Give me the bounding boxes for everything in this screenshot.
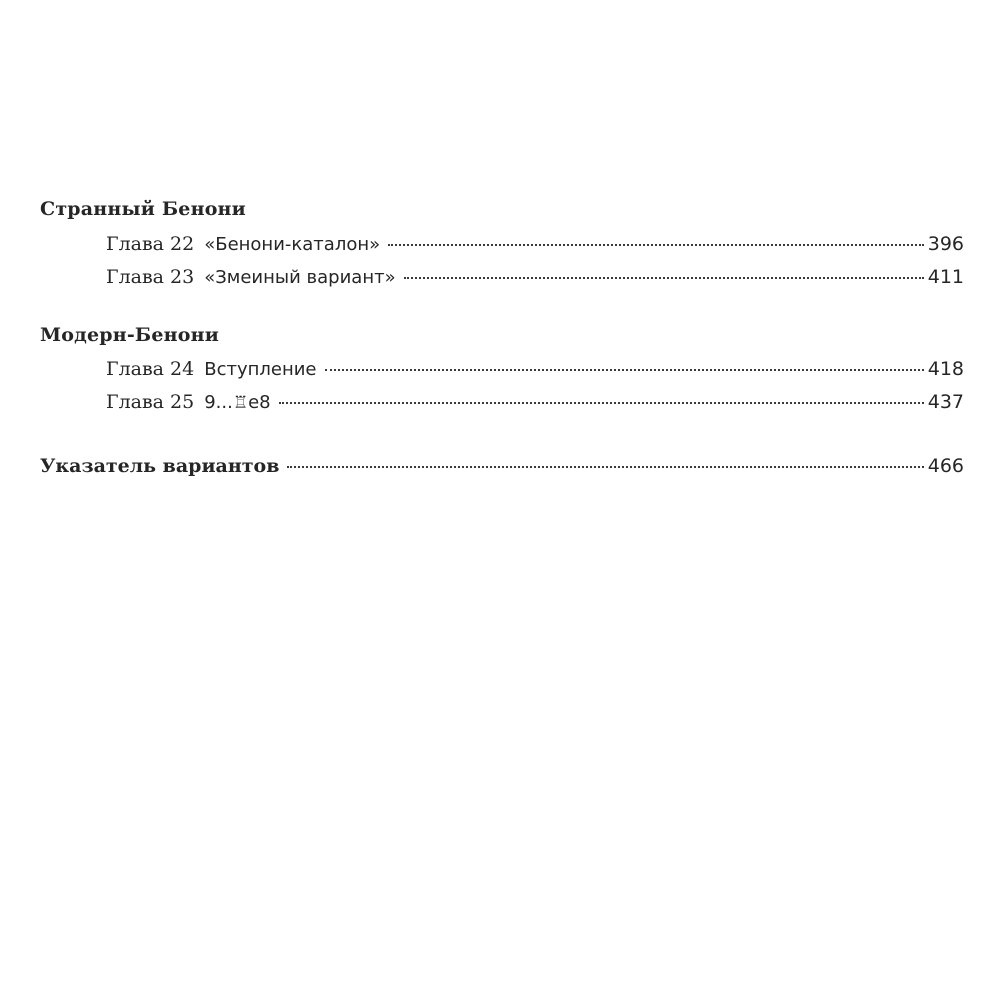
toc-entry-chapter-22[interactable] — [106, 233, 964, 255]
dot-leader — [325, 369, 924, 371]
move-square: e8 — [248, 392, 271, 413]
chapter-label: Глава 23 — [106, 266, 195, 288]
page-number: 396 — [927, 233, 964, 255]
page-number: 437 — [927, 391, 964, 413]
toc-entry-chapter-24[interactable] — [106, 358, 964, 380]
chapter-label: Глава 22 — [106, 233, 195, 255]
page-number: 466 — [927, 455, 964, 477]
chapter-title — [204, 392, 270, 413]
chapter-label: Глава 25 — [106, 391, 195, 413]
chapter-title: «Бенони-каталон» — [204, 234, 381, 255]
page-number: 418 — [927, 358, 964, 380]
toc-entry-index-of-variations[interactable] — [40, 455, 964, 477]
toc-entry-chapter-23[interactable] — [106, 266, 964, 288]
page-number: 411 — [927, 266, 964, 288]
dot-leader — [404, 277, 924, 279]
section-title-strange-benoni: Странный Бенони — [40, 198, 246, 220]
dot-leader — [287, 466, 923, 468]
chapter-label: Глава 24 — [106, 358, 195, 380]
chapter-title: Вступление — [204, 359, 317, 380]
move-number: 9... — [204, 392, 233, 413]
toc-entry-chapter-25[interactable] — [106, 391, 964, 413]
index-title: Указатель вариантов — [40, 455, 280, 477]
dot-leader — [279, 402, 924, 404]
chapter-title: «Змеиный вариант» — [204, 267, 396, 288]
dot-leader — [388, 244, 924, 246]
section-title-modern-benoni: Модерн-Бенони — [40, 324, 220, 346]
rook-icon: ♖ — [232, 393, 249, 413]
